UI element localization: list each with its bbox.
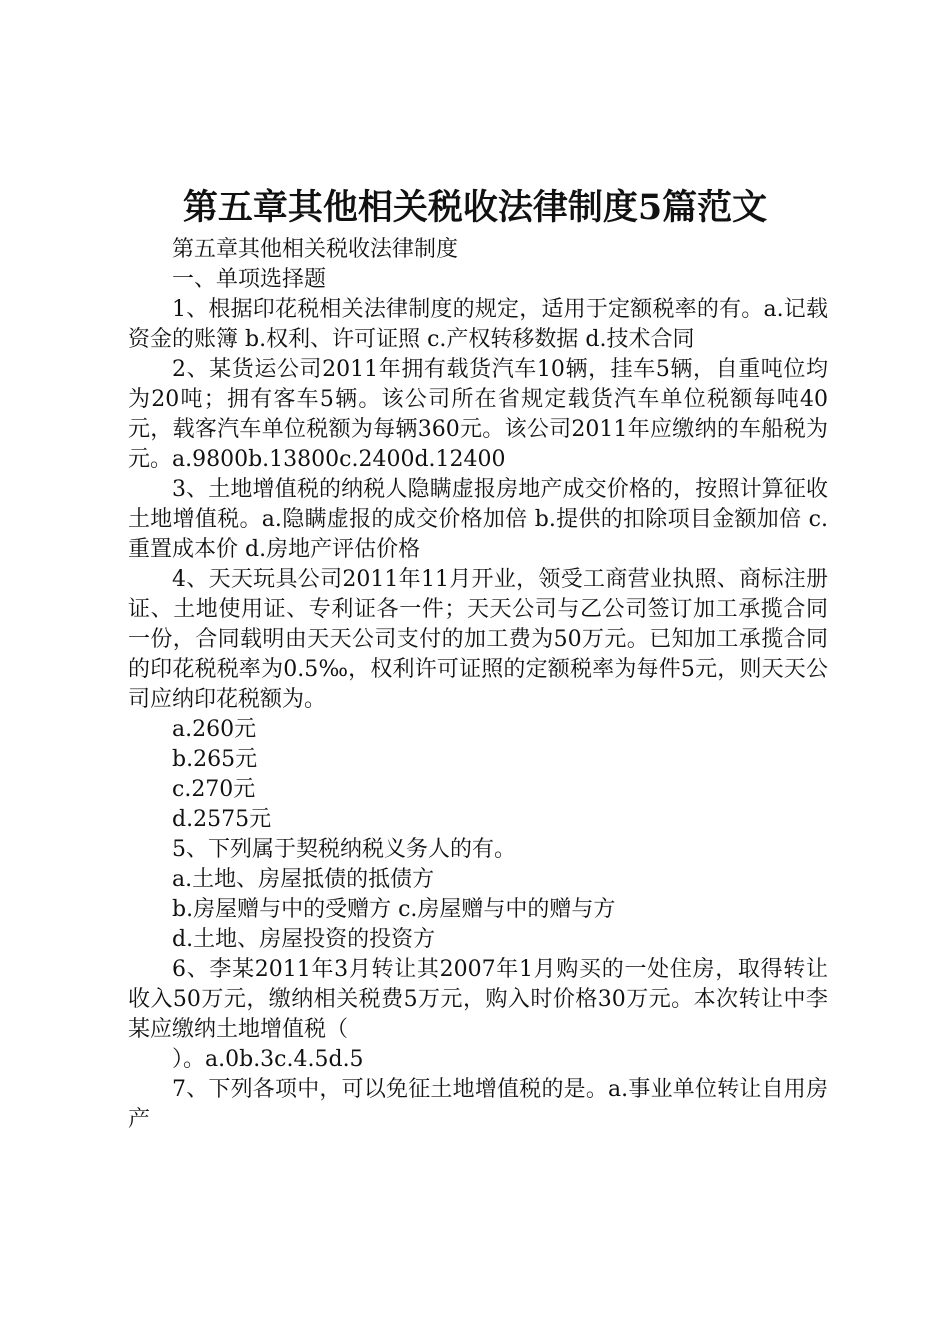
question-4-option-d: d.2575元 — [172, 807, 272, 832]
question-6-options: ）。a.0b.3c.4.5d.5 — [172, 1047, 364, 1072]
subsection-heading: 一、单项选择题 — [172, 267, 327, 292]
question-1: 1、根据印花税相关法律制度的规定，适用于定额税率的有。a.记载资金的账簿 b.权利、许可证照 c.产权转移数据 d.技术合同 — [128, 297, 828, 352]
question-5-option-a: a.土地、房屋抵债的抵债方 — [172, 867, 435, 892]
question-5-option-bc: b.房屋赠与中的受赠方 c.房屋赠与中的赠与方 — [172, 897, 616, 922]
question-4-option-a: a.260元 — [172, 717, 257, 742]
question-4: 4、天天玩具公司2011年11月开业，领受工商营业执照、商标注册证、土地使用证、专利证各一件；天天公司与乙公司签订加工承揽合同一份，合同载明由天天公司支付的加工费为50万元。已知加工承揽合同的印花税税率为0.5‰，权利许可证照的定额税率为每件5元，则天天公司应纳印花税额为。 — [128, 567, 828, 712]
question-7: 7、下列各项中，可以免征土地增值税的是。a.事业单位转让自用房产 — [128, 1077, 828, 1132]
question-5: 5、下列属于契税纳税义务人的有。 — [172, 837, 516, 862]
question-4-option-c: c.270元 — [172, 777, 256, 802]
question-5-option-d: d.土地、房屋投资的投资方 — [172, 927, 436, 952]
question-3: 3、土地增值税的纳税人隐瞒虚报房地产成交价格的，按照计算征收土地增值税。a.隐瞒虚报的成交价格加倍 b.提供的扣除项目金额加倍 c.重置成本价 d.房地产评估价格 — [128, 477, 828, 562]
question-2: 2、某货运公司2011年拥有载货汽车10辆，挂车5辆，自重吨位均为20吨；拥有客车5辆。该公司所在省规定载货汽车单位税额每吨40元，载客汽车单位税额为每辆360元。该公司2011年应缴纳的车船税为元。a.9800b.13800c.2400d.12400 — [128, 357, 828, 472]
document-title: 第五章其他相关税收法律制度5篇范文 — [182, 187, 768, 228]
document-body — [128, 235, 828, 1135]
question-4-option-b: b.265元 — [172, 747, 258, 772]
question-6: 6、李某2011年3月转让其2007年1月购买的一处住房，取得转让收入50万元，缴纳相关税费5万元，购入时价格30万元。本次转让中李某应缴纳土地增值税（ — [128, 957, 828, 1042]
section-heading: 第五章其他相关税收法律制度 — [172, 237, 459, 262]
